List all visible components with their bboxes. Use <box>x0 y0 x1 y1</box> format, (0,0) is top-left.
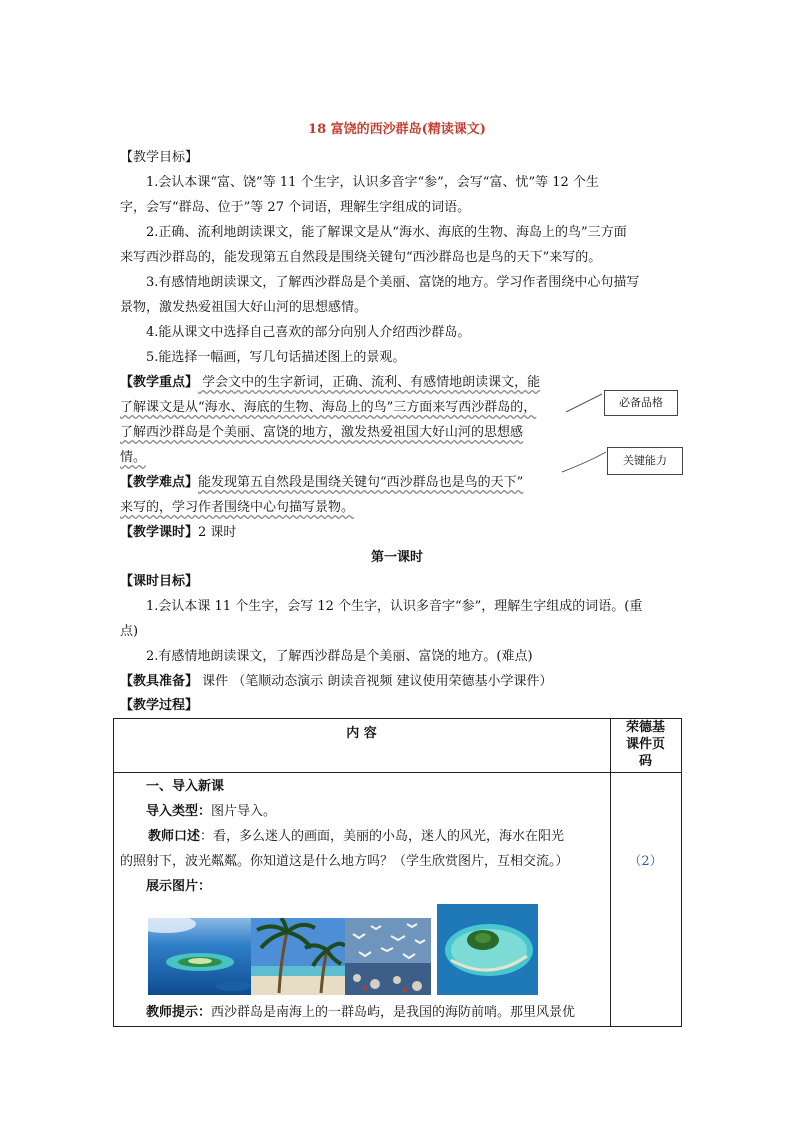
lesson1-title: 第一课时 <box>370 550 423 565</box>
lesson-goals-heading: 【课时目标】 <box>120 574 199 589</box>
hours-heading: 【教学课时】 <box>120 525 199 540</box>
focus-line-2: 了解课文是从“海水、海底的生物、海岛上的鸟”三方面来写西沙群岛的， <box>120 400 537 415</box>
section-1-heading: 一、导入新课 <box>146 779 225 794</box>
focus-line-4: 情。 <box>120 450 147 465</box>
goal-3-line-1: 3.有感情地朗读课文，了解西沙群岛是个美丽、富饶的地方。学习作者围绕中心句描写 <box>146 275 640 290</box>
intro-type-value: 图片导入。 <box>211 804 277 819</box>
col-content-header: 内 容 <box>346 726 377 741</box>
teacher-line-2: 的照射下，波光粼粼。你知道这是什么地方吗？（学生欣赏图片，互相交流。） <box>120 854 569 869</box>
goal-5: 5.能选择一幅画，写几句话描述图上的景观。 <box>146 350 406 365</box>
goal-3-line-2: 景物，激发热爱祖国大好山河的思想感情。 <box>120 300 368 315</box>
tag-essential-character: 必备品格 <box>604 390 678 416</box>
intro-type-label: 导入类型： <box>146 804 212 819</box>
prep-value: 课件 （笔顺动态演示 朗读音视频 建议使用荣德基小学课件） <box>198 674 553 689</box>
hours-value: 2 课时 <box>198 525 237 540</box>
lesson-goal-1-line-1: 1.会认本课 11 个生字，会写 12 个生字，认识多音字“参”，理解生字组成的词语。(重 <box>146 599 643 614</box>
lesson-goal-2: 2.有感情地朗读课文，了解西沙群岛是个美丽、富饶的地方。(难点) <box>146 649 533 664</box>
seabirds-photo <box>345 918 431 995</box>
palm-beach-photo <box>251 918 345 995</box>
goal-1-line-1: 1.会认本课“富、饶”等 11 个生字，认识多音字“参”，会写“富、忧”等 12 个生 <box>146 175 599 190</box>
goal-2-line-2: 来写西沙群岛的，能发现第五自然段是围绕关键句“西沙群岛也是鸟的天下”来写的。 <box>120 250 602 265</box>
focus-line-3: 了解西沙群岛是个美丽、富饶的地方，激发热爱祖国大好山河的思想感 <box>120 425 524 440</box>
difficulty-line-1: 能发现第五自然段是围绕关键句“西沙群岛也是鸟的天下” <box>198 475 524 490</box>
teacher-label: 教师口述 <box>148 829 201 844</box>
hint-line <box>146 1005 575 1021</box>
aerial-island-photo <box>148 918 251 995</box>
doc-title: 18 富饶的西沙群岛(精读课文) <box>308 122 486 137</box>
hours-line <box>120 525 236 541</box>
hint-label: 教师提示： <box>146 1005 212 1020</box>
table-header-divider <box>113 772 681 773</box>
intro-type-line <box>146 804 276 820</box>
prep-heading: 【教具准备】 <box>120 674 199 689</box>
lagoon-atoll-photo <box>437 904 538 995</box>
show-label: 展示图片： <box>146 879 212 894</box>
focus-line-1: 学会文中的生字新词，正确、流利、有感情地朗读课文，能 <box>198 375 541 390</box>
teacher-text-1: ：看，多么迷人的画面，美丽的小岛，迷人的风光，海水在阳光 <box>200 829 565 844</box>
goal-4: 4.能从课文中选择自己喜欢的部分向别人介绍西沙群岛。 <box>146 325 471 340</box>
tag-key-ability: 关键能力 <box>607 447 683 475</box>
goals-heading: 【教学目标】 <box>120 150 199 165</box>
page-ref: （2） <box>628 854 663 869</box>
col-page-header-3: 码 <box>638 754 652 769</box>
lesson-goal-1-line-2: 点) <box>120 624 139 639</box>
difficulty-line-2: 来写的，学习作者围绕中心句描写景物。 <box>120 500 355 515</box>
prep-line <box>120 674 553 690</box>
col-page-header-1: 荣德基 <box>625 720 665 735</box>
hint-text: 西沙群岛是南海上的一群岛屿，是我国的海防前哨。那里风景优 <box>211 1005 576 1020</box>
goal-1-line-2: 字，会写“群岛、位于”等 27 个词语，理解生字组成的词语。 <box>120 200 471 215</box>
focus-heading: 【教学重点】 <box>120 375 199 390</box>
col-page-header-2: 课件页 <box>625 737 665 752</box>
teacher-line-1 <box>148 829 564 845</box>
difficulty-heading: 【教学难点】 <box>120 475 199 490</box>
goal-2-line-1: 2.正确、流利地朗读课文，能了解课文是从“海水、海底的生物、海岛上的鸟”三方面 <box>146 225 627 240</box>
process-heading: 【教学过程】 <box>120 698 199 713</box>
